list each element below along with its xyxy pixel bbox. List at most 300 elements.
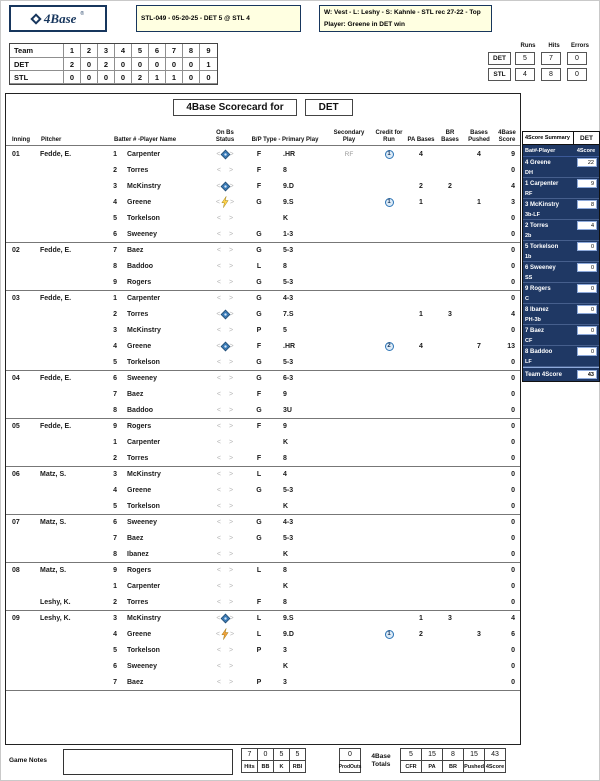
linescore-inning-cell: 0: [81, 58, 98, 71]
onbase-empty: [222, 602, 228, 603]
batter-name-cell: Sweeney: [127, 230, 157, 238]
summary-player-name: 7 Baez: [525, 327, 545, 334]
onbase-empty: [222, 250, 228, 251]
secondary-play-cell: [326, 515, 372, 530]
batter-name-cell: Rogers: [127, 423, 152, 430]
onbase-status-cell: [206, 354, 244, 370]
linescore-header-cell: 9: [200, 44, 217, 58]
rhe-row: [488, 68, 593, 81]
game-notes-input[interactable]: [63, 749, 233, 775]
onbase-bracket-icon: <: [216, 471, 221, 478]
inning-cell: [6, 658, 40, 674]
pitcher-cell: [40, 258, 102, 274]
onbase-empty: [222, 234, 228, 235]
bases-pushed-cell: [464, 515, 494, 530]
batter-number-cell: 2: [113, 454, 117, 462]
total-value-cell: 0: [257, 748, 274, 761]
totals-group-label: 4Base Totals: [371, 753, 391, 768]
onbase-bracket-icon: <: [216, 375, 221, 382]
batter-name-cell: Torkelson: [127, 214, 160, 222]
column-header: B/P Type - Primary Play: [251, 137, 319, 144]
primary-play-cell: 8: [283, 598, 287, 606]
primary-play-cell: 7.S: [283, 310, 294, 318]
scorecard-row: [6, 434, 520, 450]
app-logo: [9, 5, 107, 32]
br-bases-cell: [436, 434, 464, 450]
br-bases-cell: [436, 563, 464, 578]
onbase-bracket-icon: <: [216, 502, 221, 510]
rhe-labels: [515, 43, 593, 49]
total-label-cell: K: [273, 761, 290, 773]
primary-play-cell: K: [283, 502, 289, 510]
onbase-bracket-icon: <: [216, 406, 221, 414]
batter-number-cell: 5: [113, 358, 117, 366]
rhe-header-label: Runs: [520, 43, 536, 49]
onbase-bracket-icon: <: [216, 182, 221, 190]
onbase-status-cell: [206, 402, 244, 418]
credit-for-run-cell: [372, 386, 406, 402]
summary-player-score: 4: [577, 221, 597, 230]
primary-play-cell: 9.D: [283, 182, 294, 190]
br-bases-cell: [436, 226, 464, 242]
primary-play-cell: 8: [283, 166, 287, 174]
pitcher-cell: [40, 178, 102, 194]
secondary-play-cell: [326, 274, 372, 290]
primary-play-cell: 9.S: [283, 615, 294, 622]
onbase-bracket-icon: >: [229, 182, 234, 190]
credit-for-run-cell: [372, 226, 406, 242]
total-value-cell: 43: [484, 748, 506, 761]
br-bases-cell: [436, 626, 464, 642]
onbase-empty: [222, 362, 228, 363]
summary-player-row: [523, 199, 599, 210]
bp-type-cell: [244, 498, 274, 514]
summary-team-total-score: 43: [577, 370, 597, 379]
batter-number-cell: 5: [113, 214, 117, 222]
fourbase-score-cell: 0: [511, 454, 515, 462]
onbase-empty: [222, 522, 228, 523]
onbase-empty: [222, 410, 228, 411]
linescore-header-cell: 5: [132, 44, 149, 58]
pa-bases-cell: [406, 563, 436, 578]
credit-for-run-cell: [372, 563, 406, 578]
linescore-inning-cell: 0: [166, 58, 183, 71]
pa-bases-cell: 1: [419, 198, 423, 206]
bp-type-cell: P: [256, 646, 262, 654]
onbase-bracket-icon: <: [216, 678, 221, 686]
onbase-bracket-icon: >: [229, 502, 234, 510]
bp-type-cell: F: [256, 598, 262, 606]
pitcher-cell: [40, 658, 102, 674]
br-bases-cell: [436, 274, 464, 290]
summary-player-position: PH-3b: [523, 315, 599, 325]
credit-for-run-cell: [372, 467, 406, 482]
scorecard-row: [6, 210, 520, 226]
credit-for-run-cell: [372, 291, 406, 306]
primary-play-cell: 8: [283, 567, 287, 574]
onbase-status-cell: [206, 674, 244, 690]
bp-type-cell: G: [256, 198, 262, 206]
onbase-bracket-icon: >: [229, 519, 234, 526]
onbase-status-cell: [206, 419, 244, 434]
pitcher-cell: [40, 450, 102, 466]
pa-bases-cell: [406, 291, 436, 306]
fourbase-score-cell: 13: [507, 342, 515, 350]
onbase-empty: [222, 538, 228, 539]
onbase-bracket-icon: <: [215, 198, 220, 206]
br-bases-cell: [436, 371, 464, 386]
totals-group2-values: [400, 748, 505, 761]
secondary-play-cell: [326, 354, 372, 370]
onbase-bracket-icon: >: [229, 326, 234, 334]
pitcher-cell: [40, 386, 102, 402]
batter-name-cell: Baddoo: [127, 406, 154, 414]
onbase-status-cell: [206, 450, 244, 466]
pa-bases-cell: [406, 354, 436, 370]
credit-for-run-badge: 1: [385, 150, 394, 159]
onbase-bracket-icon: >: [229, 310, 234, 318]
game-id-box: STL-049 - 05-20-25 - DET 5 @ STL 4: [136, 5, 301, 32]
onbase-empty: [222, 506, 228, 507]
scorecard-row: [6, 466, 520, 482]
linescore-header-cell: 3: [98, 44, 115, 58]
onbase-bracket-icon: >: [229, 598, 234, 606]
onbase-bracket-icon: <: [216, 166, 221, 174]
onbase-status-cell: [206, 162, 244, 178]
batter-name-cell: McKinstry: [127, 471, 161, 478]
inning-cell: [6, 546, 40, 562]
linescore-inning-cell: 0: [115, 58, 132, 71]
credit-for-run-cell: [372, 626, 406, 642]
br-bases-cell: [436, 194, 464, 210]
br-bases-cell: [436, 482, 464, 498]
rhe-team-cell: STL: [488, 68, 511, 81]
pitcher-cell: [40, 482, 102, 498]
onbase-bracket-icon: >: [229, 278, 234, 286]
inning-cell: 01: [12, 150, 20, 158]
onbase-bracket-icon: <: [216, 310, 221, 318]
total-label-cell: BR: [442, 761, 464, 773]
credit-for-run-cell: [372, 146, 406, 162]
rhe-value-cell: 8: [541, 68, 561, 81]
column-header: Secondary Play: [333, 130, 365, 144]
credit-for-run-cell: [372, 434, 406, 450]
bases-pushed-cell: [464, 371, 494, 386]
bp-type-cell: G: [256, 534, 262, 542]
credit-for-run-cell: [372, 546, 406, 562]
inning-cell: 09: [12, 615, 20, 622]
scorecard-body: [6, 146, 520, 691]
batter-name-cell: Baez: [127, 247, 144, 254]
onbase-bracket-icon: >: [230, 198, 235, 206]
pitcher-cell: Matz, S.: [40, 519, 67, 526]
total-label-cell: CFR: [400, 761, 422, 773]
pitcher-cell: [40, 498, 102, 514]
pa-bases-cell: [406, 482, 436, 498]
fourbase-score-cell: 9: [511, 150, 515, 158]
bp-type-cell: L: [256, 615, 262, 622]
primary-play-cell: .HR: [283, 150, 296, 158]
br-bases-cell: [436, 546, 464, 562]
secondary-play-cell: [326, 626, 372, 642]
onbase-status-cell: [206, 546, 244, 562]
rhe-value-cell: 4: [515, 68, 535, 81]
fourbase-score-cell: 0: [511, 646, 515, 654]
onbase-status-cell: [206, 498, 244, 514]
onbase-bracket-icon: >: [229, 615, 234, 622]
inning-cell: [6, 354, 40, 370]
onbase-status-cell: [206, 482, 244, 498]
pa-bases-cell: [406, 674, 436, 690]
pa-bases-cell: [406, 642, 436, 658]
totals-group1-labels: [241, 761, 305, 773]
bp-type-cell: F: [256, 390, 262, 398]
bases-pushed-cell: [464, 162, 494, 178]
onbase-status-cell: [206, 530, 244, 546]
bases-pushed-cell: [464, 402, 494, 418]
pitcher-cell: [40, 674, 102, 690]
br-bases-cell: [436, 162, 464, 178]
scorecard-row: [6, 674, 520, 690]
batter-name-cell: Rogers: [127, 278, 152, 286]
batter-name-cell: Greene: [127, 486, 152, 494]
batter-name-cell: Sweeney: [127, 519, 157, 526]
br-bases-cell: [436, 642, 464, 658]
credit-for-run-cell: [372, 402, 406, 418]
total-label-cell: Hits: [241, 761, 258, 773]
pa-bases-cell: [406, 419, 436, 434]
pitcher-cell: Fedde, E.: [40, 423, 72, 430]
summary-player-name: 3 McKinstry: [525, 201, 560, 208]
batter-name-cell: Baddoo: [127, 262, 154, 270]
bp-type-cell: F: [256, 150, 262, 158]
inning-cell: [6, 338, 40, 354]
credit-for-run-cell: [372, 594, 406, 610]
summary-player-row: [523, 304, 599, 315]
secondary-play-cell: [326, 371, 372, 386]
onbase-bracket-icon: <: [216, 262, 221, 270]
summary-player-name: 9 Rogers: [525, 285, 551, 292]
column-header: 4Base Score: [498, 130, 516, 144]
onbase-bracket-icon: >: [229, 582, 234, 590]
total-value-cell: 5: [400, 748, 422, 761]
primary-play-cell: 3: [283, 678, 287, 686]
linescore-row: [10, 71, 217, 84]
pitcher-cell: Fedde, E.: [40, 375, 72, 382]
scorecard-row: [6, 402, 520, 418]
game-summary-box: W: Vest - L: Leshy - S: Kahnle - STL rec 27-22 - Top Player: Greene in DET win: [319, 5, 492, 32]
secondary-play-cell: [326, 658, 372, 674]
batter-number-cell: 6: [113, 662, 117, 670]
scorecard-row: [6, 306, 520, 322]
onbase-bracket-icon: >: [229, 247, 234, 254]
bases-pushed-cell: [464, 674, 494, 690]
batter-number-cell: 3: [113, 182, 117, 190]
primary-play-cell: 5-3: [283, 534, 294, 542]
pa-bases-cell: 2: [419, 630, 423, 638]
credit-for-run-cell: [372, 162, 406, 178]
summary-player-position: RF: [523, 189, 599, 199]
fourbase-score-cell: 0: [511, 534, 515, 542]
summary-player-row: [523, 283, 599, 294]
column-header: Bases Pushed: [468, 130, 490, 144]
batter-number-cell: 6: [113, 375, 117, 382]
credit-for-run-cell: [372, 450, 406, 466]
credit-for-run-badge: 1: [385, 198, 394, 207]
secondary-play-cell: RF: [344, 150, 354, 158]
fourbase-score-cell: 0: [511, 390, 515, 398]
primary-play-cell: K: [283, 550, 289, 558]
summary-panel: [522, 131, 600, 382]
onbase-lightning-icon: [221, 196, 229, 208]
fourbase-score-cell: 6: [511, 630, 515, 638]
pa-bases-cell: [406, 515, 436, 530]
batter-name-cell: Baez: [127, 678, 144, 686]
onbase-empty: [222, 474, 228, 475]
total-value-cell: 7: [241, 748, 258, 761]
bases-pushed-cell: [464, 450, 494, 466]
onbase-bracket-icon: <: [216, 662, 221, 670]
fourbase-score-cell: 0: [511, 166, 515, 174]
summary-player-row: [523, 262, 599, 273]
fourbase-score-cell: 0: [511, 438, 515, 446]
batter-number-cell: 1: [113, 150, 117, 158]
inning-cell: 02: [12, 247, 20, 254]
bases-pushed-cell: [464, 563, 494, 578]
fourbase-score-cell: 0: [511, 247, 515, 254]
batter-name-cell: Carpenter: [127, 295, 161, 302]
onbase-empty: [222, 170, 228, 171]
onbase-empty: [222, 650, 228, 651]
onbase-bracket-icon: <: [216, 358, 221, 366]
onbase-empty: [222, 570, 228, 571]
scorecard-row: [6, 322, 520, 338]
pitcher-cell: [40, 434, 102, 450]
summary-player-score: 0: [577, 347, 597, 356]
br-bases-cell: [436, 674, 464, 690]
credit-for-run-cell: [372, 419, 406, 434]
batter-number-cell: 7: [113, 247, 117, 254]
linescore-inning-cell: 0: [149, 58, 166, 71]
batter-number-cell: 1: [113, 582, 117, 590]
onbase-bracket-icon: >: [229, 342, 234, 350]
summary-player-score: 0: [577, 326, 597, 335]
total-label-cell: RBI: [289, 761, 306, 773]
onbase-status-cell: [206, 243, 244, 258]
onbase-bracket-icon: <: [216, 567, 221, 574]
br-bases-cell: 3: [448, 310, 452, 318]
onbase-status-cell: [206, 322, 244, 338]
credit-for-run-cell: [372, 338, 406, 354]
pa-bases-cell: [406, 258, 436, 274]
onbase-bracket-icon: <: [216, 486, 221, 494]
onbase-status-cell: [206, 146, 244, 162]
inning-cell: [6, 162, 40, 178]
logo-registered-mark: ®: [80, 11, 85, 17]
onbase-bracket-icon: >: [229, 454, 234, 462]
bases-pushed-cell: 4: [477, 150, 481, 158]
br-bases-cell: [436, 386, 464, 402]
summary-player-name: 5 Torkelson: [525, 243, 559, 250]
linescore-header-cell: 8: [183, 44, 200, 58]
primary-play-cell: 4-3: [283, 295, 294, 302]
bp-type-cell: L: [256, 567, 262, 574]
linescore-inning-cell: 0: [115, 71, 132, 84]
inning-cell: [6, 306, 40, 322]
batter-name-cell: Carpenter: [127, 438, 161, 446]
pa-bases-cell: [406, 467, 436, 482]
pa-bases-cell: [406, 546, 436, 562]
total-label-cell: PA: [421, 761, 443, 773]
onbase-status-cell: [206, 642, 244, 658]
linescore-header-cell: 1: [64, 44, 81, 58]
summary-team-select[interactable]: DET: [573, 132, 599, 144]
secondary-play-cell: [326, 419, 372, 434]
onbase-bracket-icon: <: [216, 582, 221, 590]
fourbase-score-cell: 0: [511, 375, 515, 382]
onbase-diamond-icon: [220, 149, 230, 159]
prodouts-label: ProdOuts: [339, 761, 361, 773]
fourbase-score-cell: 0: [511, 230, 515, 238]
br-bases-cell: [436, 515, 464, 530]
inning-cell: [6, 578, 40, 594]
summary-player-row: [523, 241, 599, 252]
logo-diamond-icon: [30, 13, 41, 24]
bp-type-cell: F: [256, 423, 262, 430]
onbase-status-cell: [206, 626, 244, 642]
batter-name-cell: Greene: [127, 342, 152, 350]
pa-bases-cell: 1: [419, 310, 423, 318]
batter-number-cell: 9: [113, 423, 117, 430]
credit-for-run-cell: [372, 530, 406, 546]
bases-pushed-cell: [464, 467, 494, 482]
onbase-bracket-icon: <: [216, 342, 221, 350]
scorecard-team-select[interactable]: DET: [305, 99, 353, 116]
br-bases-cell: [436, 594, 464, 610]
inning-cell: [6, 450, 40, 466]
primary-play-cell: 4-3: [283, 519, 294, 526]
bases-pushed-cell: 7: [477, 342, 481, 350]
linescore-body: [10, 58, 217, 84]
inning-cell: [6, 530, 40, 546]
bp-type-cell: P: [256, 678, 262, 686]
linescore-inning-cell: 1: [200, 58, 217, 71]
onbase-diamond-icon: [220, 309, 230, 319]
secondary-play-cell: [326, 243, 372, 258]
bp-type-cell: F: [256, 342, 262, 350]
primary-play-cell: 9: [283, 390, 287, 398]
inning-cell: 03: [12, 295, 20, 302]
fourbase-score-cell: 0: [511, 295, 515, 302]
onbase-status-cell: [206, 194, 244, 210]
pa-bases-cell: [406, 274, 436, 290]
onbase-bracket-icon: <: [216, 550, 221, 558]
pitcher-cell: [40, 338, 102, 354]
onbase-bracket-icon: >: [229, 471, 234, 478]
pitcher-cell: [40, 306, 102, 322]
scorecard-row: [6, 610, 520, 626]
onbase-empty: [222, 298, 228, 299]
onbase-status-cell: [206, 178, 244, 194]
batter-number-cell: 4: [113, 486, 117, 494]
pitcher-cell: [40, 626, 102, 642]
onbase-status-cell: [206, 291, 244, 306]
secondary-play-cell: [326, 642, 372, 658]
onbase-empty: [222, 394, 228, 395]
credit-for-run-cell: [372, 611, 406, 626]
rhe-value-cell: 0: [567, 52, 587, 65]
pa-bases-cell: [406, 322, 436, 338]
